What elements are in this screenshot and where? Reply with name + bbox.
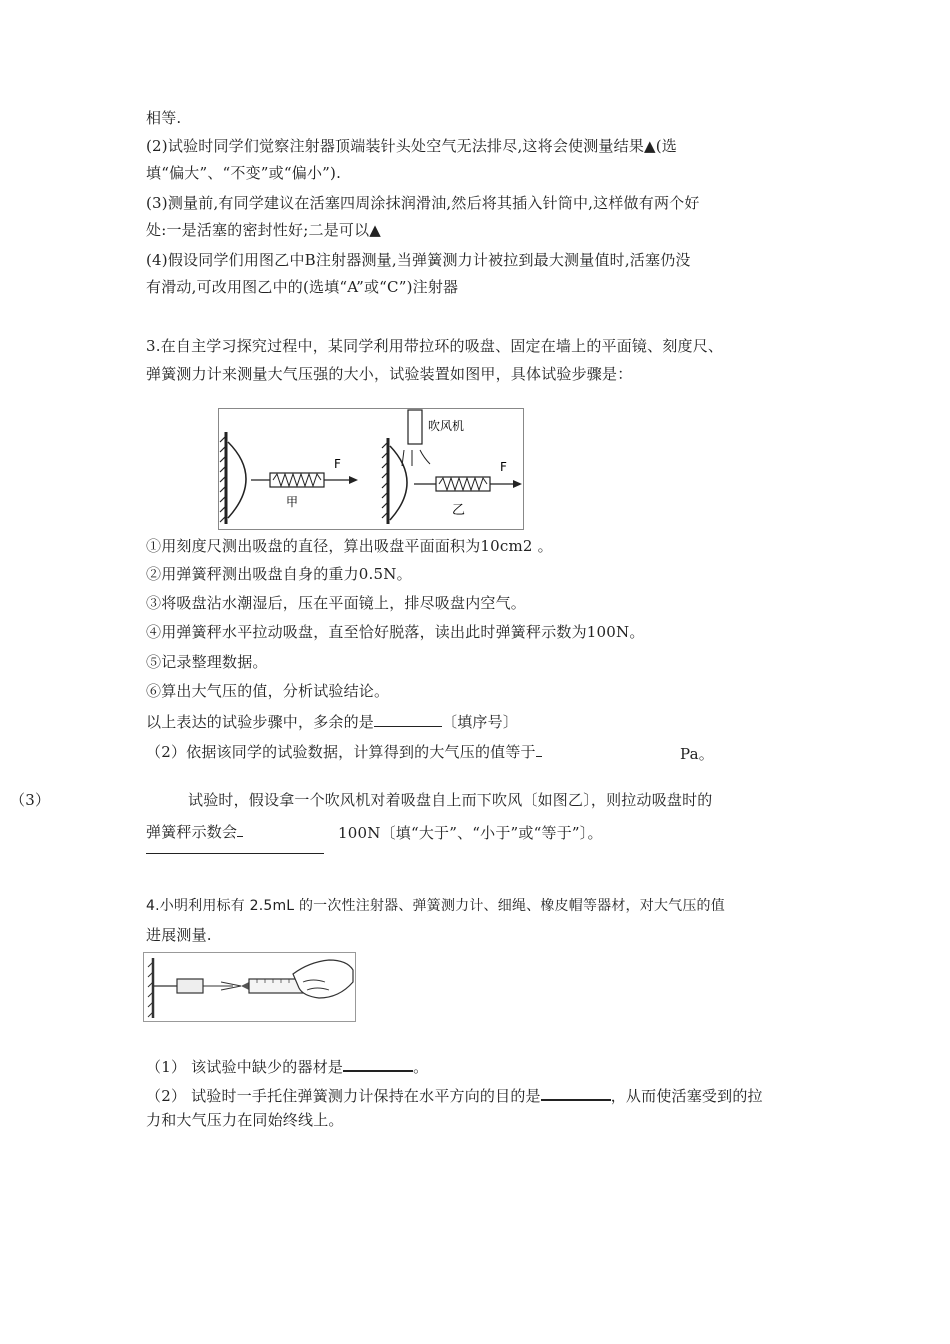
- q4-p2-line: [146, 1083, 763, 1106]
- q3-p3-line2-suffix: 100N〔填“大于”、“小于”或“等于”〕。: [338, 824, 603, 842]
- q3-step-3: ③将吸盘沾水潮湿后，压在平面镜上，排尽吸盘内空气。: [146, 594, 527, 612]
- spring-scale: [177, 979, 203, 993]
- q3-step-5: ⑤记录整理数据。: [146, 653, 268, 671]
- q3-intro-line2: 弹簧测力计来测量大气压强的大小，试验装置如图甲，具体试验步骤是：: [146, 365, 633, 383]
- q3-extra-prefix: 以上表达的试验步骤中，多余的是: [146, 713, 375, 731]
- label-blower: 吹风机: [428, 419, 465, 433]
- q3-p2-text: （2）依据该同学的试验数据，计算得到的大气压的值等于: [146, 743, 536, 761]
- suction-cup-diagram: [218, 408, 524, 530]
- q4-p2-blank[interactable]: [541, 1083, 611, 1101]
- label-F-left: F: [334, 457, 341, 471]
- q4-p1-blank[interactable]: [343, 1054, 413, 1072]
- q2-item3-line1: (3)测量前,有同学建议在活塞四周涂抹润滑油,然后将其插入针筒中,这样做有两个好: [146, 194, 700, 212]
- q4-p2-suffix: ，从而使活塞受到的拉: [610, 1087, 763, 1105]
- arrow-head-right: [513, 480, 522, 488]
- apparatus-yi: [382, 410, 522, 524]
- q3-p3-line2-prefix: [146, 820, 243, 842]
- figure-frame: [219, 409, 524, 530]
- string-lower: [221, 986, 241, 990]
- syringe-figure: [143, 952, 356, 1022]
- q3-p2-line: [146, 740, 542, 762]
- q4-p1-prefix: （1） 该试验中缺少的器材是: [146, 1058, 344, 1076]
- string-upper: [221, 982, 241, 986]
- q3-step-4: ④用弹簧秤水平拉动吸盘，直至恰好脱落，读出此时弹簧秤示数为100N。: [146, 623, 645, 641]
- airflow-lines: [402, 450, 430, 466]
- q3-extra-suffix: 〔填序号〕: [442, 713, 519, 731]
- q2-item4-line2: 有滑动,可改用图乙中的(选填“A”或“C”)注射器: [146, 278, 459, 296]
- q4-intro-line2: 进展测量.: [146, 926, 212, 944]
- label-F-right: F: [500, 460, 507, 474]
- hand-outline: [293, 960, 353, 998]
- q2-item3-line2: 处:一是活塞的密封性好;二是可以▲: [146, 221, 382, 239]
- suction-cup-left: [228, 442, 246, 518]
- q4-p2-line2: 力和大气压力在同始终线上。: [146, 1111, 344, 1129]
- q3-extra-step-line: [146, 710, 518, 732]
- q3-step-2: ②用弹簧秤测出吸盘自身的重力0.5N。: [146, 565, 412, 583]
- blower-nozzle: [408, 410, 422, 444]
- label-jia: 甲: [286, 495, 299, 509]
- q3-step-6: ⑥算出大气压的值，分析试验结论。: [146, 682, 390, 700]
- q4-p1-line: [146, 1054, 428, 1077]
- q3-p3-number: （3）: [10, 791, 51, 809]
- q4-p2-prefix: （2） 试验时一手托住弹簧测力计保持在水平方向的目的是: [146, 1087, 541, 1105]
- suction-cup-figure: [218, 408, 524, 530]
- q3-answer-underline: [146, 853, 324, 854]
- q3-extra-blank[interactable]: [374, 710, 442, 727]
- arrow-head-left: [349, 476, 358, 484]
- q4-p1-suffix: 。: [413, 1058, 429, 1076]
- q3-p3-line1: 试验时，假设拿一个吹风机对着吸盘自上而下吹风〔如图乙〕，则拉动吸盘时的: [188, 791, 713, 809]
- q2-line-top: 相等.: [146, 109, 182, 127]
- q2-item2-line2: 填“偏大”、“不变”或“偏小”).: [146, 164, 342, 182]
- q3-p3-prefix-text: 弹簧秤示数会: [146, 823, 238, 841]
- syringe-tip: [241, 982, 249, 990]
- q3-p2-blank[interactable]: [536, 740, 542, 757]
- q2-item4-line1: (4)假设同学们用图乙中B注射器测量,当弹簧测力计被拉到最大测量值时,活塞仍没: [146, 251, 691, 269]
- q3-step-1: ①用刻度尺测出吸盘的直径，算出吸盘平面面积为10cm2 。: [146, 537, 553, 555]
- q3-intro-line1: 3.在自主学习探究过程中，某同学利用带拉环的吸盘、固定在墙上的平面镜、刻度尺、: [146, 337, 724, 355]
- apparatus-jia: [220, 432, 358, 524]
- syringe-diagram: [143, 952, 356, 1022]
- label-yi: 乙: [452, 503, 466, 518]
- suction-cup-right: [390, 446, 407, 520]
- q3-p2-unit: Pa。: [680, 745, 714, 763]
- q4-intro-line1: 4.小明利用标有 2.5mL 的一次性注射器、弹簧测力计、细绳、橡皮帽等器材，对大气压的值: [146, 898, 725, 914]
- q3-p3-blank[interactable]: [237, 820, 243, 837]
- q2-item2-line1: (2)试验时同学们觉察注射器顶端装针头处空气无法排尽,这将会使测量结果▲(选: [146, 137, 678, 155]
